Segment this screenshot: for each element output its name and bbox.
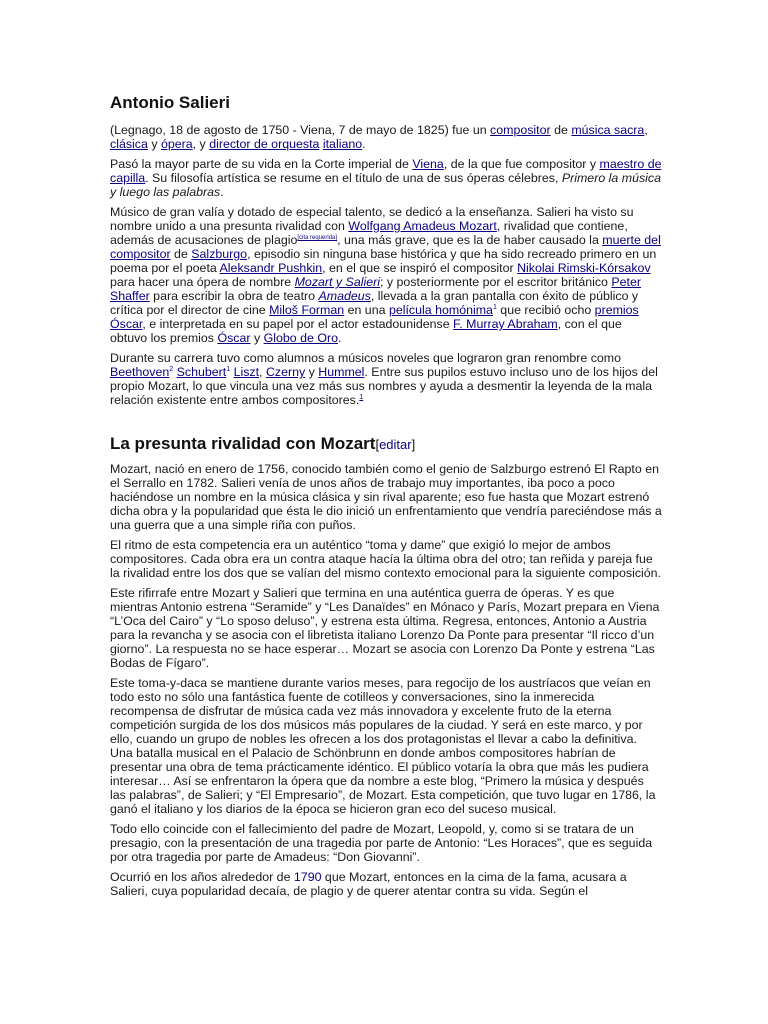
link-hummel[interactable]: Hummel [318, 365, 365, 379]
section-title: La presunta rivalidad con Mozart [110, 434, 376, 453]
page-title: Antonio Salieri [110, 93, 230, 112]
text: para escribir la obra de teatro [149, 289, 319, 303]
link-musica-sacra[interactable]: música sacra [571, 123, 645, 137]
edit-bracket-open: [ [375, 437, 380, 452]
text: , episodio sin ninguna base histórica y que ha sido recreado primero en un poema por el poeta [110, 247, 657, 275]
link-clasica[interactable]: clásica [110, 137, 148, 151]
link-oscar[interactable]: Óscar [217, 331, 251, 345]
text: , [644, 123, 648, 137]
paragraph-corte-imperial [110, 157, 662, 199]
text: , rivalidad que contiene, además de acusaciones de plagio [110, 219, 628, 247]
link-aleksandr-pushkin[interactable]: Aleksandr Pushkin [219, 261, 323, 275]
edit-bracket-close: ] [411, 437, 416, 452]
opera-title-italic: Primero la música y luego las palabras [110, 171, 661, 199]
link-liszt[interactable]: Liszt [233, 365, 260, 379]
text: Durante su carrera tuvo como alumnos a músicos noveles que lograron gran renombre como [110, 351, 622, 365]
link-opera[interactable]: ópera [160, 137, 193, 151]
link-globo-de-oro[interactable]: Globo de Oro [263, 331, 338, 345]
link-rimski-korsakov[interactable]: Nikolai Rimski-Kórsakov [517, 261, 651, 275]
link-beethoven[interactable]: Beethoven [110, 365, 170, 379]
text: . [337, 331, 342, 345]
link-reference-1[interactable]: 1 [492, 304, 497, 311]
section-paragraph-6 [110, 870, 662, 898]
link-viena[interactable]: Viena [412, 157, 444, 171]
link-amadeus[interactable] [318, 289, 370, 303]
text: Ocurrió en los años alrededor de [110, 870, 294, 884]
link-muerte-del-compositor[interactable]: muerte del compositor [110, 233, 661, 261]
link-cita-requerida[interactable]: [cita requerida] [297, 235, 338, 241]
link-pelicula-homonima[interactable]: película homónima [388, 303, 493, 317]
paragraph-rivalidad [110, 205, 662, 345]
link-compositor[interactable]: compositor [490, 123, 551, 137]
text: . [362, 137, 366, 151]
link-peter-shaffer[interactable]: Peter Shaffer [110, 275, 642, 303]
link-mozart-y-salieri[interactable] [295, 275, 380, 289]
text: Músico de gran valía y dotado de especial talento, se dedicó a la enseñanza. Salieri ha visto su nombre unido a una presunta rivalidad con [110, 205, 634, 233]
text: que Mozart, entonces en la cima de la fama, acusara a Salieri, cuya popularidad decaía, de plagio y de querer atentar contra su vida. Según el [110, 870, 627, 898]
link-reference-1[interactable]: 1 [359, 394, 364, 401]
text: (Legnago, 18 de agosto de 1750 - Viena, 7 de mayo de 1825) fue un [110, 123, 491, 137]
link-wolfgang-amadeus-mozart[interactable]: Wolfgang Amadeus Mozart [348, 219, 497, 233]
link-amadeus-italic: Amadeus [318, 289, 371, 303]
link-salzburgo[interactable]: Salzburgo [191, 247, 248, 261]
intro-paragraph [110, 123, 662, 151]
text: , con el que obtuvo los premios [110, 317, 622, 345]
text: , y [192, 137, 210, 151]
link-reference-1[interactable]: 1 [226, 366, 231, 373]
link-reference-2[interactable]: 2 [169, 366, 174, 373]
text: de [550, 123, 572, 137]
text: en una [344, 303, 389, 317]
text: Pasó la mayor parte de su vida en la Corte imperial de [110, 157, 413, 171]
paragraph-alumnos [110, 351, 662, 407]
link-premios-oscar[interactable]: premios Óscar [110, 303, 639, 331]
text: , en el que se inspiró el compositor [322, 261, 518, 275]
link-schubert[interactable]: Schubert [176, 365, 227, 379]
text: que recibió ocho [496, 303, 595, 317]
link-italiano[interactable]: italiano [322, 137, 363, 151]
text: , e interpretada en su papel por el actor estadounidense [142, 317, 454, 331]
link-czerny[interactable]: Czerny [265, 365, 306, 379]
text: de [170, 247, 192, 261]
text: . [220, 185, 224, 199]
section-paragraph-3: Este rifirrafe entre Mozart y Salieri que termina en una auténtica guerra de óperas. Y es que mientras Antonio estrena “Seramide” y “Les Danaïdes” en Mónaco y París, Mozart prepara en Viena “L’Oca del Cairo” y “Lo sposo deluso”, y estrena esta última. Regresa, entonces, Antonio a Austria para la revancha y se asocia con el libretista italiano Lorenzo Da Ponte para presentar “Il ricco d’un giorno”. La respuesta no se hace esperar… Mozart se asocia con Lorenzo Da Ponte y estrena “Las Bodas de Fígaro”. [110, 586, 660, 670]
text: ; y posteriormente por el escritor británico [380, 275, 612, 289]
section-heading [110, 433, 662, 456]
link-1790[interactable]: 1790 [293, 870, 322, 884]
link-f-murray-abraham[interactable]: F. Murray Abraham [453, 317, 558, 331]
text: , de la que fue compositor y [443, 157, 600, 171]
text: y [250, 331, 264, 345]
edit-section [375, 437, 415, 452]
link-director-de-orquesta[interactable]: director de orquesta [209, 137, 320, 151]
text: y [147, 137, 161, 151]
reference-1 [359, 394, 363, 401]
text: , una más grave, que es la de haber causado la [337, 233, 603, 247]
link-maestro-de-capilla[interactable]: maestro de capilla [110, 157, 662, 185]
section-paragraph-5: Todo ello coincide con el fallecimiento del padre de Mozart, Leopold, y, como si se tratara de un presagio, con la presentación de una tragedia por parte de Antonio: “Les Horaces”, que es seguida por otra tragedia por parte de Amadeus: “Don Giovanni”. [110, 822, 653, 864]
section-paragraph-2: El ritmo de esta competencia era un auténtico “toma y dame” que exigió lo mejor de ambos compositores. Cada obra era un contra ataque hacía la última obra del otro; tan reñida y pareja fue la rivalidad entre los dos que se valían del mismo contexto emocional para la siguiente composición. [110, 538, 661, 580]
link-mozart-y-salieri-italic: Mozart y Salieri [294, 275, 380, 289]
section-paragraph-1: Mozart, nació en enero de 1756, conocido también como el genio de Salzburgo estrenó El Rapto en el Serrallo en 1782. Salieri venía de unos años de trabajo muy importantes, iba poco a poco haciéndose un nombre en la música clásica y sin rival aparente; eso fue hasta que Mozart estrenó dicha obra y la popularidad que ésta le dio inició un enfrentamiento que vendría pareciéndose más a una guerra que a una simple riña con puños. [110, 462, 662, 532]
text: , llevada a la gran pantalla con éxito de público y crítica por el director de cine [110, 289, 639, 317]
section-paragraph-4: Este toma-y-daca se mantiene durante varios meses, para regocijo de los austríacos que veían en todo esto no sólo una fantástica fuente de cotilleos y conversaciones, sino la inmerecida recompensa de disfrutar de música cada vez más innovadora y excelente fruto de la eterna competición surgida de los dos músicos más populares de la ciudad. Y será en este marco, y por ello, cuando un grupo de nobles les ofrecen a los dos protagonistas el llevar a cabo la definitiva. Una batalla musical en el Palacio de Schönbrunn en donde ambos compositores habrían de presentar una obra de tema prácticamente idéntico. El público votaría la obra que más les pudiera interesar… Así se enfrentaron la ópera que da nombre a este blog, “Primero la música y después las palabras”, de Salieri; y “El Empresario”, de Mozart. Esta competición, que tuvo lugar en 1786, la ganó el italiano y los diarios de la época se hicieron gran eco del suceso musical. [110, 676, 656, 816]
text: . Entre sus pupilos estuvo incluso uno de los hijos del propio Mozart, lo que vincula una vez más sus nombres y ayuda a desmentir la leyenda de la mala relación existente entre ambos compositores. [110, 365, 658, 407]
text: , [259, 365, 266, 379]
article [110, 92, 662, 904]
text: y [305, 365, 319, 379]
text: . Su filosofía artística se resume en el título de una de sus óperas célebres, [145, 171, 562, 185]
edit-link[interactable]: editar [379, 437, 412, 452]
citation-needed [297, 235, 337, 241]
link-milos-forman[interactable]: Miloš Forman [269, 303, 345, 317]
text: para hacer una ópera de nombre [110, 275, 295, 289]
